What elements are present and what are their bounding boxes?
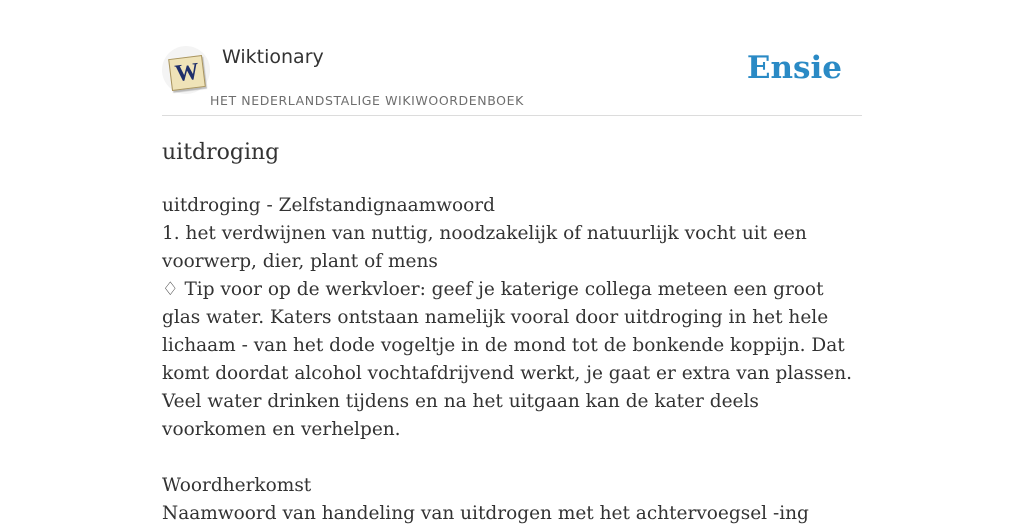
site-title[interactable]: Wiktionary	[222, 46, 324, 68]
entry-heading: uitdroging - Zelfstandignaamwoord	[162, 195, 495, 216]
site-subtitle: HET NEDERLANDSTALIGE WIKIWOORDENBOEK	[210, 93, 524, 108]
entry-title: uitdroging	[162, 140, 280, 165]
entry-definition: 1. het verdwijnen van nuttig, noodzakelijk of natuurlijk vocht uit een voorwerp, dier, plant of mens	[162, 223, 807, 272]
site-header	[162, 40, 862, 116]
entry-tip: ♢ Tip voor op de werkvloer: geef je katerige collega meteen een groot glas water. Katers ontstaan namelijk vooral door uitdroging in het hele lichaam - van het dode vogeltje in de mond tot de bonkende koppijn. Dat komt doordat alcohol vochtafdrijvend werkt, je gaat er extra van plassen. Veel water drinken tijdens en na het uitgaan kan de kater deels voorkomen en verhelpen.	[162, 279, 853, 440]
logo-tile-icon: W	[168, 55, 206, 91]
etymology-text: Naamwoord van handeling van uitdrogen met het achtervoegsel -ing	[162, 503, 809, 524]
wiktionary-logo[interactable]	[162, 46, 210, 94]
ensie-brand-logo[interactable]: Ensie	[746, 50, 842, 86]
entry-content	[162, 192, 862, 528]
etymology-heading: Woordherkomst	[162, 475, 312, 496]
spacer	[162, 444, 862, 472]
